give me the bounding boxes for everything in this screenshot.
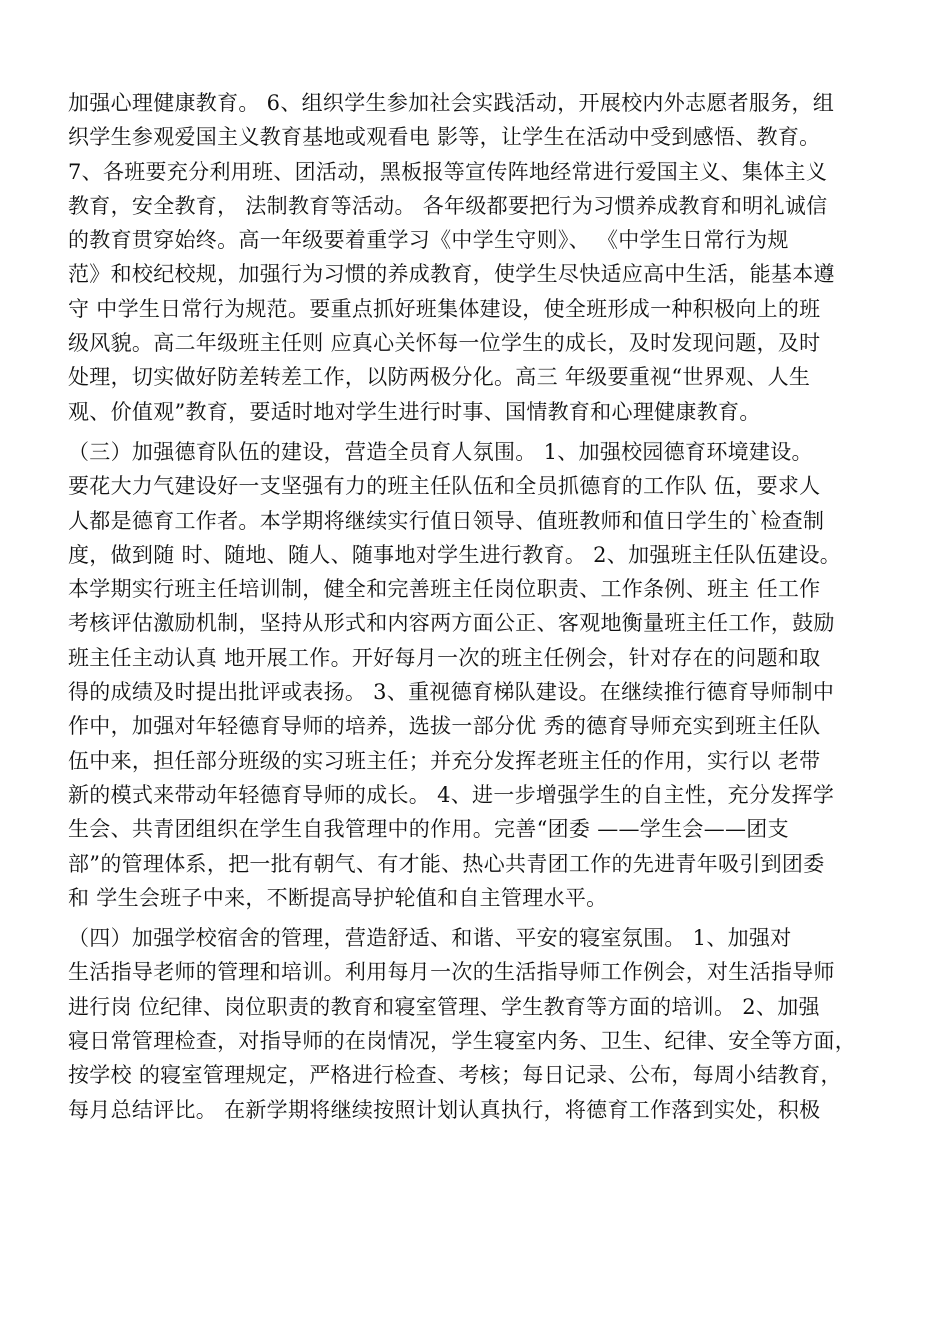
- text-line: 观、价值观”教育，要适时地对学生进行时事、国情教育和心理健康教育。: [68, 399, 761, 424]
- text-line: 7、各班要充分利用班、团活动，黑板报等宣传阵地经常进行爱国主义、集体主义: [68, 159, 828, 184]
- text-line: 得的成绩及时提出批评或表扬。 3、重视德育梯队建设。在继续推行德育导师制中: [68, 680, 835, 705]
- text-line: 班主任主动认真 地开展工作。开好每月一次的班主任例会，针对存在的问题和取: [68, 645, 821, 670]
- text-line: 寝日常管理检查，对指导师的在岗情况，学生寝室内务、卫生、纪律、安全等方面，: [68, 1029, 857, 1054]
- text-line: 处理，切实做好防差转差工作，以防两极分化。高三 年级要重视“世界观、人生: [68, 365, 811, 390]
- paragraph-start-line: （三）加强德育队伍的建设，营造全员育人氛围。 1、加强校园德育环境建设。: [68, 439, 813, 464]
- text-line: 的教育贯穿始终。高一年级要着重学习《中学生守则》、 《中学生日常行为规: [68, 228, 789, 253]
- text-line: 按学校 的寝室管理规定，严格进行检查、考核；每日记录、公布，每周小结教育，: [68, 1063, 842, 1088]
- text-line: 级风貌。高二年级班主任则 应真心关怀每一位学生的成长，及时发现问题，及时: [68, 331, 821, 356]
- paragraph-start-line: （四）加强学校宿舍的管理，营造舒适、和谐、平安的寝室氛围。 1、加强对: [68, 926, 792, 951]
- text-line: 进行岗 位纪律、岗位职责的教育和寝室管理、学生教育等方面的培训。 2、加强: [68, 994, 820, 1019]
- text-line: 本学期实行班主任培训制，健全和完善班主任岗位职责、工作条例、班主 任工作: [68, 577, 821, 602]
- text-line: 要花大力气建设好一支坚强有力的班主任队伍和全员抓德育的工作队 伍，要求人: [68, 474, 821, 499]
- text-line: 织学生参观爱国主义教育基地或观看电 影等，让学生在活动中受到感悟、教育。: [68, 125, 821, 150]
- text-line: 加强心理健康教育。 6、组织学生参加社会实践活动，开展校内外志愿者服务，组: [68, 91, 835, 115]
- document-body: [68, 86, 882, 1127]
- text-line: 考核评估激励机制，坚持从形式和内容两方面公正、客观地衡量班主任工作，鼓励: [68, 611, 835, 636]
- text-line: 作中，加强对年轻德育导师的培养，选拔一部分优 秀的德育导师充实到班主任队: [68, 714, 821, 739]
- text-line: 部”的管理体系，把一批有朝气、有才能、热心共青团工作的先进青年吸引到团委: [68, 851, 825, 876]
- text-line: 生会、共青团组织在学生自我管理中的作用。完善“团委 ——学生会——团支: [68, 817, 789, 842]
- text-line: 教育，安全教育， 法制教育等活动。 各年级都要把行为习惯养成教育和明礼诚信: [68, 193, 828, 218]
- text-line: 人都是德育工作者。本学期将继续实行值日领导、值班教师和值日学生的`检查制: [68, 508, 825, 533]
- text-line: 每月总结评比。 在新学期将继续按照计划认真执行，将德育工作落到实处，积极: [68, 1097, 821, 1122]
- text-line: 伍中来，担任部分班级的实习班主任；并充分发挥老班主任的作用，实行以 老带: [68, 748, 821, 773]
- text-line: 新的模式来带动年轻德育导师的成长。 4、进一步增强学生的自主性，充分发挥学: [68, 782, 835, 807]
- text-line: 和 学生会班子中来，不断提高导护轮值和自主管理水平。: [68, 885, 608, 910]
- text-line: 生活指导老师的管理和培训。利用每月一次的生活指导师工作例会，对生活指导师: [68, 960, 835, 985]
- text-line: 守 中学生日常行为规范。要重点抓好班集体建设，使全班形成一种积极向上的班: [68, 296, 821, 321]
- text-line: 度，做到随 时、随地、随人、随事地对学生进行教育。 2、加强班主任队伍建设。: [68, 542, 842, 567]
- text-line: 范》和校纪校规，加强行为习惯的养成教育，使学生尽快适应高中生活，能基本遵: [68, 262, 835, 287]
